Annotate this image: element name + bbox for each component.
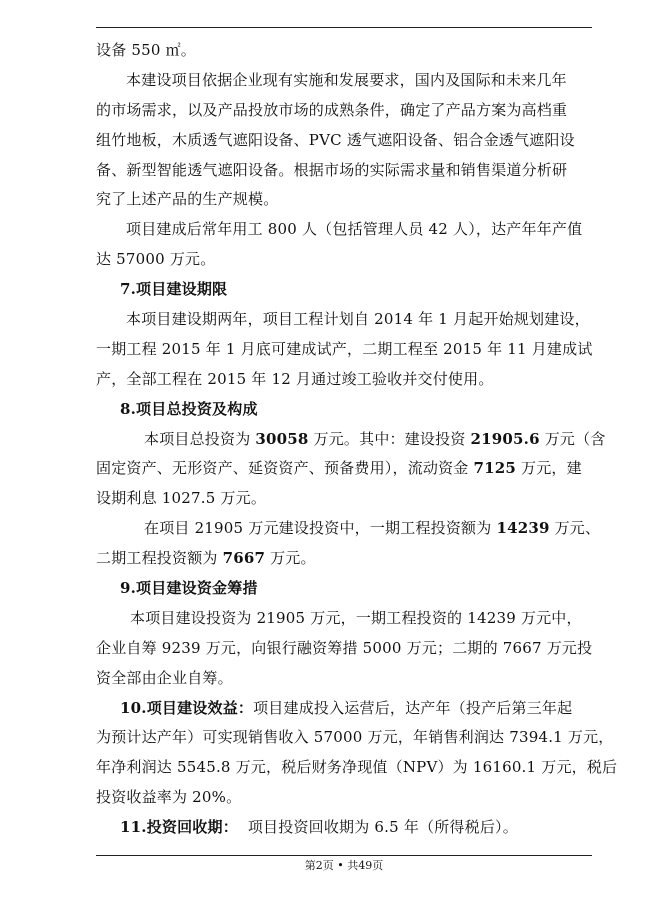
- text-line: 为预计达产年）可实现销售收入 57000 万元，年销售利润达 7394.1 万元，: [96, 728, 614, 747]
- text-line: 究了上述产品的生产规模。: [96, 190, 279, 209]
- text-line: 产，全部工程在 2015 年 12 月通过竣工验收并交付使用。: [96, 369, 494, 388]
- construction-investment-value: 21905.6: [470, 429, 540, 448]
- header-rule: [96, 27, 592, 28]
- text-line: [96, 514, 601, 544]
- text-run: 万元，建: [516, 459, 582, 478]
- text-line: [96, 425, 606, 455]
- text-line: 本项目建设期两年，项目工程计划自 2014 年 1 月起开始规划建设，: [126, 310, 590, 329]
- page-footer: 第2页 • 共49页: [304, 859, 384, 872]
- text-line: 备、新型智能透气遮阳设备。根据市场的实际需求量和销售渠道分析研: [96, 160, 568, 179]
- text-run: 万元。其中：建设投资: [308, 429, 471, 448]
- section-heading-9: 9.项目建设资金筹措: [120, 579, 258, 598]
- text-run: 二期工程投资额为: [96, 549, 223, 568]
- phase-one-investment-value: 14239: [496, 519, 550, 538]
- text-run: 万元、: [549, 519, 601, 538]
- text-line: 本建设项目依据企业现有实施和发展要求，国内及国际和未来几年: [126, 70, 567, 89]
- text-run: 万元。: [265, 549, 316, 568]
- text-line: 项目建成后常年用工 800 人（包括管理人员 42 人），达产年年产值: [126, 220, 583, 239]
- page-body: [96, 36, 618, 843]
- text-run: 固定资产、无形资产、延资资产、预备费用），流动资金: [96, 459, 474, 478]
- text-run: 在项目 21905 万元建设投资中，一期工程投资额为: [144, 519, 497, 538]
- footer-rule: [96, 855, 592, 856]
- text-line: 投资收益率为 20%。: [96, 788, 242, 807]
- text-line: [96, 694, 592, 724]
- section-heading-7: 7.项目建设期限: [120, 280, 228, 299]
- text-run: 项目投资回收期为 6.5 年（所得税后）。: [247, 818, 518, 837]
- text-line: [96, 544, 592, 574]
- text-line: 企业自筹 9239 万元，向银行融资筹措 5000 万元；二期的 7667 万元投: [96, 638, 593, 657]
- phase-two-investment-value: 7667: [222, 549, 266, 568]
- text-line: 本项目建设投资为 21905 万元，一期工程投资的 14239 万元中，: [130, 608, 582, 627]
- text-run: 本项目总投资为: [144, 429, 256, 448]
- text-line: [96, 813, 592, 843]
- section-heading-10: 10.项目建设效益：: [120, 698, 254, 717]
- working-capital-value: 7125: [473, 459, 517, 478]
- total-investment-value: 30058: [255, 429, 309, 448]
- text-line: 达 57000 万元。: [96, 250, 216, 269]
- text-line: 年净利润达 5545.8 万元，税后财务净现值（NPV）为 16160.1 万元，税后: [96, 758, 618, 777]
- text-line: 设备 550 ㎡。: [96, 41, 196, 59]
- section-heading-11: 11.投资回收期：: [120, 818, 238, 837]
- section-heading-8: 8.项目总投资及构成: [120, 399, 258, 418]
- text-line: 设期利息 1027.5 万元。: [96, 489, 267, 508]
- text-line: 组竹地板，木质透气遮阳设备、PVC 透气遮阳设备、铝合金透气遮阳设: [96, 130, 575, 149]
- text-line: 资全部由企业自筹。: [96, 668, 233, 687]
- text-run: 项目建成投入运营后，达产年（投产后第三年起: [253, 698, 573, 717]
- text-line: 一期工程 2015 年 1 月底可建成试产，二期工程至 2015 年 11 月建成试: [96, 339, 593, 358]
- text-run: 万元（含: [539, 429, 606, 448]
- text-line: [96, 454, 592, 484]
- text-line: 的市场需求，以及产品投放市场的成熟条件，确定了产品方案为高档重: [96, 100, 568, 119]
